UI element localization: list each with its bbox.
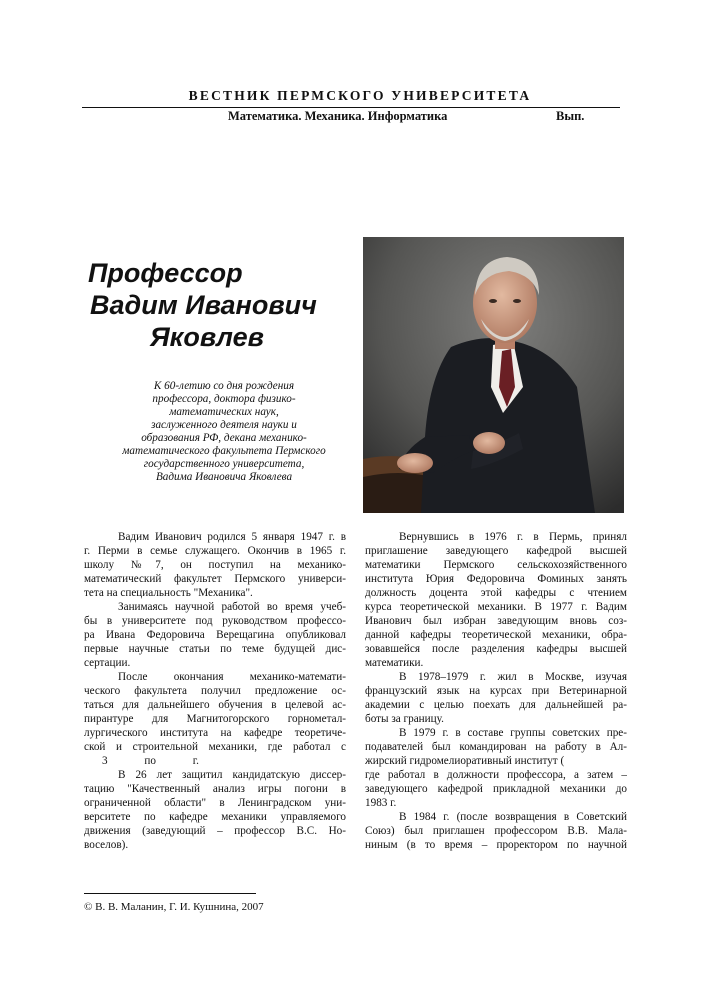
text-line: математический факультет Пермского универси- bbox=[84, 573, 346, 585]
dedication-line: государственного университета, bbox=[143, 458, 305, 470]
text-line: курса теоретической механики. В 1977 г. Вадим bbox=[365, 601, 627, 613]
text-line: боты за границу. bbox=[365, 713, 444, 725]
dedication-line: образования РФ, декана механико- bbox=[141, 432, 307, 444]
text-line: В 1979 г. в составе группы советских пре- bbox=[399, 727, 627, 739]
text-line: пирантуре для Магнитогорского горнометал- bbox=[84, 713, 346, 725]
text-line: математики Пермского сельскохозяйственного bbox=[365, 559, 627, 571]
text-line: где работал в должности профессора, а затем – bbox=[365, 769, 627, 781]
dedication-line: Вадима Ивановича Яковлева bbox=[155, 471, 293, 483]
dedication bbox=[88, 380, 360, 484]
text-line: тацию "Качественный анализ игры погони в bbox=[84, 783, 346, 795]
issue-label: Вып. bbox=[556, 109, 585, 123]
text-line: ра Ивана Федоровича Верещагина опубликовал bbox=[84, 629, 346, 641]
text-line: подавателей был командирован на работу в Ал- bbox=[365, 741, 627, 753]
article-title-line-1: Профессор bbox=[88, 258, 243, 288]
text-line: заведующего кафедрой прикладной механики до bbox=[365, 783, 627, 795]
journal-subtitle: Математика. Механика. Информатика bbox=[228, 109, 448, 123]
text-line: бы в университете под руководством профессо- bbox=[84, 615, 346, 627]
text-line: института Юрия Федоровича Фоминых занять bbox=[365, 573, 627, 585]
text-line: таться для дальнейшего обучения в целевой ас- bbox=[84, 699, 346, 711]
article-title-line-3: Яковлев bbox=[150, 322, 264, 352]
text-line: Занимаясь научной работой во время учеб- bbox=[118, 601, 346, 613]
text-line: академии с целью поехать для дальнейшей ра- bbox=[365, 699, 627, 711]
text-line: ниным (в то время – проректором по научной bbox=[365, 839, 627, 851]
text-line: движения (заведующий – профессор В.С. Но- bbox=[84, 825, 346, 837]
right-column bbox=[365, 530, 627, 852]
text-line: Иванович был избран заведующим вновь соз- bbox=[365, 615, 627, 627]
text-line: сертации. bbox=[84, 657, 131, 669]
text-line: воселов). bbox=[84, 839, 129, 851]
dedication-line: профессора, доктора физико- bbox=[152, 393, 296, 405]
text-line: Вадим Иванович родился 5 января 1947 г. в bbox=[118, 531, 346, 543]
dedication-line: математического факультета Пермского bbox=[122, 445, 326, 457]
left-column bbox=[84, 530, 346, 852]
text-line: В 1978–1979 г. жил в Москве, изучая bbox=[399, 671, 627, 683]
article-title-line-2: Вадим Иванович bbox=[90, 290, 317, 320]
text-line: зовавшейся после разделения кафедры высшей bbox=[365, 643, 627, 655]
text-line: тета на специальность "Механика". bbox=[84, 587, 253, 599]
text-line: г. Перми в семье служащего. Окончив в 1965 г. bbox=[84, 545, 346, 557]
dedication-line: К 60-летию со дня рождения bbox=[153, 380, 295, 392]
text-line: ческого факультета получил предложение ос- bbox=[84, 685, 346, 697]
text-line: В 1984 г. (после возвращения в Советский bbox=[399, 811, 627, 823]
text-line: ской и строительной механики, где работал с bbox=[84, 741, 346, 753]
dedication-line: математических наук, bbox=[169, 406, 279, 418]
text-line: первые научные статьи по теме будущей дис- bbox=[84, 643, 346, 655]
text-line: ограниченной области" в Ленинградском уни- bbox=[84, 797, 346, 809]
portrait-photo bbox=[363, 237, 624, 513]
copyright-footnote: © В. В. Маланин, Г. И. Кушнина, 2007 bbox=[84, 901, 264, 913]
text-line: Союз) был приглашен профессором В.В. Мала- bbox=[365, 825, 627, 837]
text-line: верситете по кафедре механики управляемого bbox=[84, 811, 346, 823]
text-line: жирский гидромелиоративный институт ( bbox=[365, 755, 565, 767]
text-line: Вернувшись в 1976 г. в Пермь, принял bbox=[399, 531, 627, 543]
dedication-line: заслуженного деятеля науки и bbox=[151, 419, 297, 431]
text-line: школу №7, он поступил на механико- bbox=[84, 559, 346, 571]
text-line: лургического института на кафедре теоретиче- bbox=[84, 727, 346, 739]
header-rule bbox=[82, 107, 620, 108]
text-line: После окончания механико-математи- bbox=[118, 671, 346, 683]
text-line: приглашение заведующего кафедрой высшей bbox=[365, 545, 627, 557]
text-line: 3 по г. bbox=[102, 755, 199, 767]
text-line: 1983 г. bbox=[365, 797, 397, 809]
footnote-rule bbox=[84, 893, 256, 894]
text-line: должность доцента этой кафедры с чтением bbox=[365, 587, 627, 599]
journal-title: ВЕСТНИК ПЕРМСКОГО УНИВЕРСИТЕТА bbox=[188, 88, 532, 103]
text-line: данной кафедры теоретической механики, обра- bbox=[365, 629, 627, 641]
text-line: французский язык на курсах при Ветеринарной bbox=[365, 685, 627, 697]
text-line: В 26 лет защитил кандидатскую диссер- bbox=[118, 769, 346, 781]
text-line: математики. bbox=[365, 657, 424, 669]
